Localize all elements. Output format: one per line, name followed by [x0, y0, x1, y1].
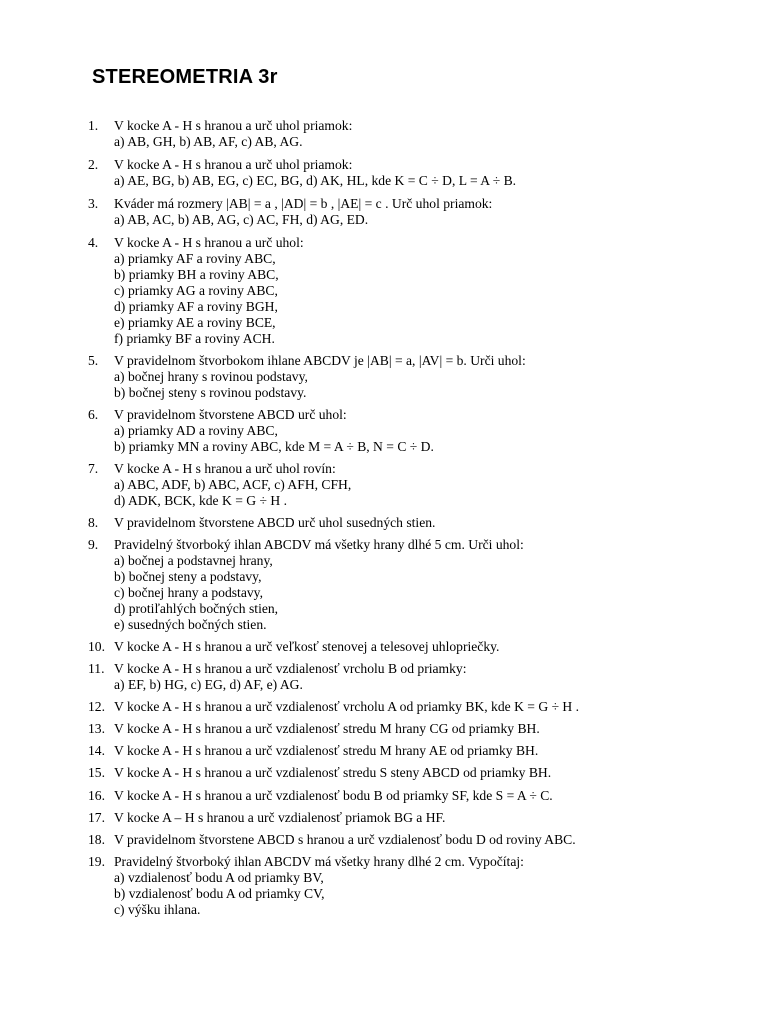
problem-number: 3. — [88, 196, 99, 211]
problem-item — [88, 537, 728, 633]
problem-subitem: a) EF, b) HG, c) EG, d) AF, e) AG. — [114, 677, 303, 692]
problem-number: 11. — [88, 661, 105, 676]
problem-text: V kocke A - H s hranou a urč uhol priamok: — [114, 118, 353, 133]
problem-subitem: c) výšku ihlana. — [114, 902, 201, 917]
problem-text: Pravidelný štvorboký ihlan ABCDV má všetky hrany dlhé 2 cm. Vypočítaj: — [114, 854, 524, 869]
problem-item — [88, 765, 728, 781]
problem-text: V kocke A - H s hranou a urč vzdialenosť stredu M hrany AE od priamky BH. — [114, 743, 539, 758]
problem-item — [88, 196, 728, 228]
problem-item — [88, 721, 728, 737]
problem-item — [88, 515, 728, 531]
problem-item — [88, 699, 728, 715]
problem-subitem: b) vzdialenosť bodu A od priamky CV, — [114, 886, 325, 901]
problem-subitem: d) ADK, BCK, kde K = G ÷ H . — [114, 493, 287, 508]
problem-item — [88, 788, 728, 804]
problem-text: V kocke A - H s hranou a urč vzdialenosť vrcholu B od priamky: — [114, 661, 467, 676]
problem-item — [88, 743, 728, 759]
problem-subitem: e) susedných bočných stien. — [114, 617, 267, 632]
problem-item — [88, 118, 728, 150]
problem-subitem: d) priamky AF a roviny BGH, — [114, 299, 278, 314]
problem-item — [88, 157, 728, 189]
problem-subitem: b) priamky BH a roviny ABC, — [114, 267, 279, 282]
problem-number: 19. — [88, 854, 105, 869]
problem-number: 7. — [88, 461, 99, 476]
problem-number: 15. — [88, 765, 105, 780]
problem-number: 1. — [88, 118, 99, 133]
problem-text: V pravidelnom štvorbokom ihlane ABCDV je |AB| = a, |AV| = b. Urči uhol: — [114, 353, 526, 368]
problem-subitem: b) priamky MN a roviny ABC, kde M = A ÷ B, N = C ÷ D. — [114, 439, 434, 454]
problem-text: V kocke A - H s hranou a urč uhol: — [114, 235, 304, 250]
problem-number: 2. — [88, 157, 99, 172]
problem-subitem: b) bočnej steny s rovinou podstavy. — [114, 385, 307, 400]
problem-number: 12. — [88, 699, 105, 714]
problem-text: V pravidelnom štvorstene ABCD s hranou a urč vzdialenosť bodu D od roviny ABC. — [114, 832, 576, 847]
problem-number: 5. — [88, 353, 99, 368]
problem-item — [88, 832, 728, 848]
problem-subitem: e) priamky AE a roviny BCE, — [114, 315, 276, 330]
problem-number: 14. — [88, 743, 105, 758]
problem-subitem: a) priamky AF a roviny ABC, — [114, 251, 276, 266]
problem-number: 18. — [88, 832, 105, 847]
problem-text: V kocke A - H s hranou a urč veľkosť stenovej a telesovej uhlopriečky. — [114, 639, 500, 654]
problem-number: 17. — [88, 810, 105, 825]
problem-number: 4. — [88, 235, 99, 250]
problem-subitem: a) priamky AD a roviny ABC, — [114, 423, 278, 438]
problem-subitem: a) AE, BG, b) AB, EG, c) EC, BG, d) AK, HL, kde K = C ÷ D, L = A ÷ B. — [114, 173, 517, 188]
problem-text: Pravidelný štvorboký ihlan ABCDV má všetky hrany dlhé 5 cm. Urči uhol: — [114, 537, 524, 552]
problem-text: V kocke A – H s hranou a urč vzdialenosť priamok BG a HF. — [114, 810, 446, 825]
problem-subitem: a) bočnej hrany s rovinou podstavy, — [114, 369, 308, 384]
problem-subitem: b) bočnej steny a podstavy, — [114, 569, 262, 584]
problem-number: 9. — [88, 537, 99, 552]
problem-subitem: a) AB, AC, b) AB, AG, c) AC, FH, d) AG, ED. — [114, 212, 369, 227]
page-title: STEREOMETRIA 3r — [92, 66, 278, 88]
problem-subitem: a) AB, GH, b) AB, AF, c) AB, AG. — [114, 134, 303, 149]
problem-item — [88, 854, 728, 918]
problem-subitem: c) priamky AG a roviny ABC, — [114, 283, 278, 298]
problem-item — [88, 810, 728, 826]
problem-item — [88, 639, 728, 655]
problem-subitem: a) vzdialenosť bodu A od priamky BV, — [114, 870, 324, 885]
problem-text: Kváder má rozmery |AB| = a , |AD| = b , |AE| = c . Urč uhol priamok: — [114, 196, 493, 211]
problem-text: V kocke A - H s hranou a urč vzdialenosť bodu B od priamky SF, kde S = A ÷ C. — [114, 788, 553, 803]
problem-item — [88, 461, 728, 509]
problem-item — [88, 353, 728, 401]
problem-subitem: d) protiľahlých bočných stien, — [114, 601, 279, 616]
problem-number: 13. — [88, 721, 105, 736]
problem-subitem: f) priamky BF a roviny ACH. — [114, 331, 275, 346]
problem-item — [88, 407, 728, 455]
problem-list — [88, 118, 728, 918]
problem-text: V kocke A - H s hranou a urč vzdialenosť stredu M hrany CG od priamky BH. — [114, 721, 540, 736]
problem-text: V kocke A - H s hranou a urč vzdialenosť vrcholu A od priamky BK, kde K = G ÷ H . — [114, 699, 580, 714]
problem-text: V kocke A - H s hranou a urč vzdialenosť stredu S steny ABCD od priamky BH. — [114, 765, 552, 780]
problem-number: 6. — [88, 407, 99, 422]
problem-number: 8. — [88, 515, 99, 530]
problem-item — [88, 235, 728, 347]
problem-subitem: c) bočnej hrany a podstavy, — [114, 585, 263, 600]
problem-item — [88, 661, 728, 693]
problem-text: V pravidelnom štvorstene ABCD urč uhol: — [114, 407, 347, 422]
problem-text: V kocke A - H s hranou a urč uhol priamok: — [114, 157, 353, 172]
problem-subitem: a) ABC, ADF, b) ABC, ACF, c) AFH, CFH, — [114, 477, 352, 492]
problem-text: V pravidelnom štvorstene ABCD urč uhol susedných stien. — [114, 515, 436, 530]
problem-number: 16. — [88, 788, 105, 803]
problem-number: 10. — [88, 639, 105, 654]
problem-subitem: a) bočnej a podstavnej hrany, — [114, 553, 273, 568]
problem-text: V kocke A - H s hranou a urč uhol rovín: — [114, 461, 336, 476]
